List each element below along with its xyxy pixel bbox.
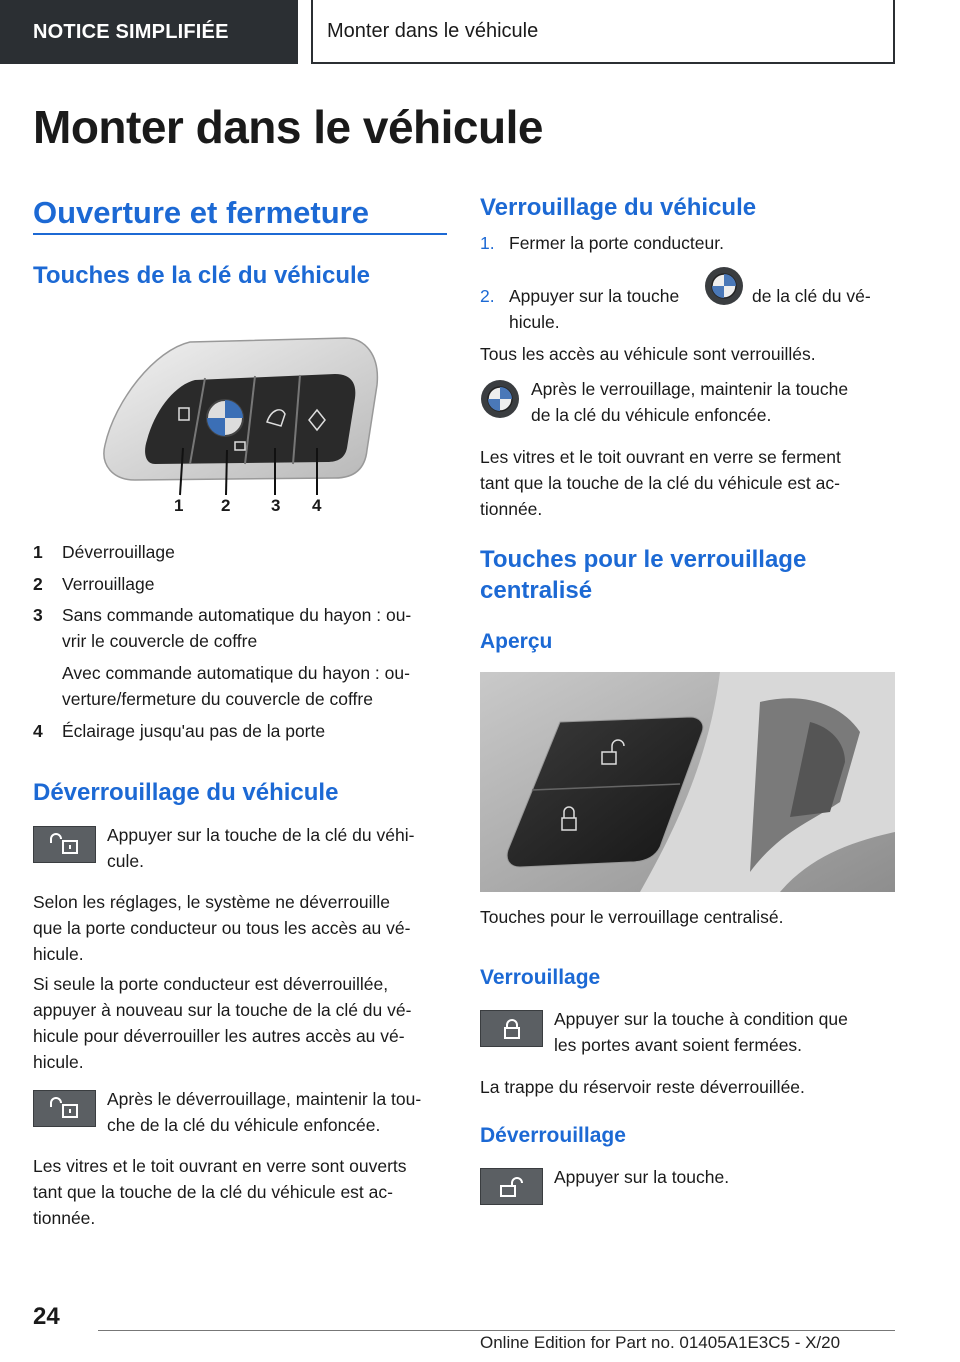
step-number: 1. xyxy=(480,233,495,253)
key-fob-illustration xyxy=(95,330,390,520)
page-title: Monter dans le véhicule xyxy=(33,101,543,153)
list-item-number: 2 xyxy=(33,574,43,594)
list-item: Verrouillage xyxy=(62,574,155,594)
central-unlock-button-icon xyxy=(480,1168,543,1205)
heading-key-buttons: Touches de la clé du véhicule xyxy=(33,262,370,289)
unlock-hold-instruction: che de la clé du véhicule enfoncée. xyxy=(107,1115,381,1135)
bmw-lock-hold-icon xyxy=(480,379,520,419)
paragraph: hicule. xyxy=(33,1052,84,1072)
step-text: Appuyer sur la touche xyxy=(509,286,680,306)
paragraph: tionnée. xyxy=(480,499,543,519)
lock-hold-instruction: de la clé du véhicule enfoncée. xyxy=(531,405,772,425)
paragraph: Les vitres et le toit ouvrant en verre se ferment xyxy=(480,447,841,467)
heading-central-locking xyxy=(480,544,806,606)
paragraph: tionnée. xyxy=(33,1208,96,1228)
paragraph: appuyer à nouveau sur la touche de la clé du vé- xyxy=(33,1000,412,1020)
heading-locking: Verrouillage xyxy=(480,966,601,989)
lock-hold-instruction: Après le verrouillage, maintenir la touche xyxy=(531,379,849,399)
paragraph: La trappe du réservoir reste déverrouillée. xyxy=(480,1077,805,1097)
door-handle-photo xyxy=(480,672,895,892)
unlocking-instruction: Appuyer sur la touche. xyxy=(554,1167,730,1187)
heading-open-close: Ouverture et fermeture xyxy=(33,195,369,230)
list-item: Sans commande automatique du hayon : ou- xyxy=(62,605,412,625)
unlock-instruction: cule. xyxy=(107,851,144,871)
photo-caption: Touches pour le verrouillage centralisé. xyxy=(480,907,784,927)
list-item-number: 4 xyxy=(33,721,43,741)
paragraph: hicule pour déverrouiller les autres accès au vé- xyxy=(33,1026,405,1046)
list-item: Déverrouillage xyxy=(62,542,175,562)
central-lock-button-icon xyxy=(480,1010,543,1047)
paragraph: tant que la touche de la clé du véhicule est ac- xyxy=(33,1182,393,1202)
unlock-instruction: Appuyer sur la touche de la clé du véhi- xyxy=(107,825,415,845)
paragraph: Les vitres et le toit ouvrant en verre sont ouverts xyxy=(33,1156,407,1176)
heading-lock-vehicle: Verrouillage du véhicule xyxy=(480,194,757,221)
footer-rule xyxy=(98,1330,895,1331)
header-section-tab: NOTICE SIMPLIFIÉE xyxy=(0,0,298,64)
unlock-key-button-icon xyxy=(33,826,96,863)
unlock-hold-button-icon xyxy=(33,1090,96,1127)
step-text: hicule. xyxy=(509,312,560,332)
heading-line: Touches pour le verrouillage xyxy=(480,546,807,573)
callout-1: 1 xyxy=(174,496,184,515)
paragraph: que la porte conducteur ou tous les accès au vé- xyxy=(33,918,411,938)
step-text: Fermer la porte conducteur. xyxy=(509,233,724,253)
list-item: Avec commande automatique du hayon : ou- xyxy=(62,663,410,683)
page-number: 24 xyxy=(33,1303,60,1330)
callout-3: 3 xyxy=(271,496,281,515)
locking-instruction: Appuyer sur la touche à condition que xyxy=(554,1009,848,1029)
list-item-number: 3 xyxy=(33,605,43,625)
list-item: vrir le couvercle de coffre xyxy=(62,631,258,651)
paragraph: Si seule la porte conducteur est déverrouillée, xyxy=(33,974,389,994)
step-number: 2. xyxy=(480,286,495,306)
heading-unlocking: Déverrouillage xyxy=(480,1124,626,1147)
paragraph: Tous les accès au véhicule sont verrouillés. xyxy=(480,344,816,364)
unlock-hold-instruction: Après le déverrouillage, maintenir la tou- xyxy=(107,1089,422,1109)
callout-4: 4 xyxy=(312,496,322,515)
heading-line: centralisé xyxy=(480,577,593,604)
heading-rule xyxy=(33,233,447,235)
list-item-number: 1 xyxy=(33,542,43,562)
paragraph: Selon les réglages, le système ne déverrouille xyxy=(33,892,390,912)
paragraph: hicule. xyxy=(33,944,84,964)
edition-footer: Online Edition for Part no. 01405A1E3C5 - X/20 xyxy=(480,1333,841,1352)
bmw-lock-button-icon xyxy=(704,266,744,306)
list-item: verture/fermeture du couvercle de coffre xyxy=(62,689,373,709)
step-text: de la clé du vé- xyxy=(752,286,871,306)
callout-2: 2 xyxy=(221,496,231,515)
locking-instruction: les portes avant soient fermées. xyxy=(554,1035,803,1055)
paragraph: tant que la touche de la clé du véhicule est ac- xyxy=(480,473,840,493)
list-item: Éclairage jusqu'au pas de la porte xyxy=(62,721,326,741)
heading-overview: Aperçu xyxy=(480,630,553,653)
heading-unlock-vehicle: Déverrouillage du véhicule xyxy=(33,779,339,806)
header-chapter-title: Monter dans le véhicule xyxy=(311,0,895,64)
